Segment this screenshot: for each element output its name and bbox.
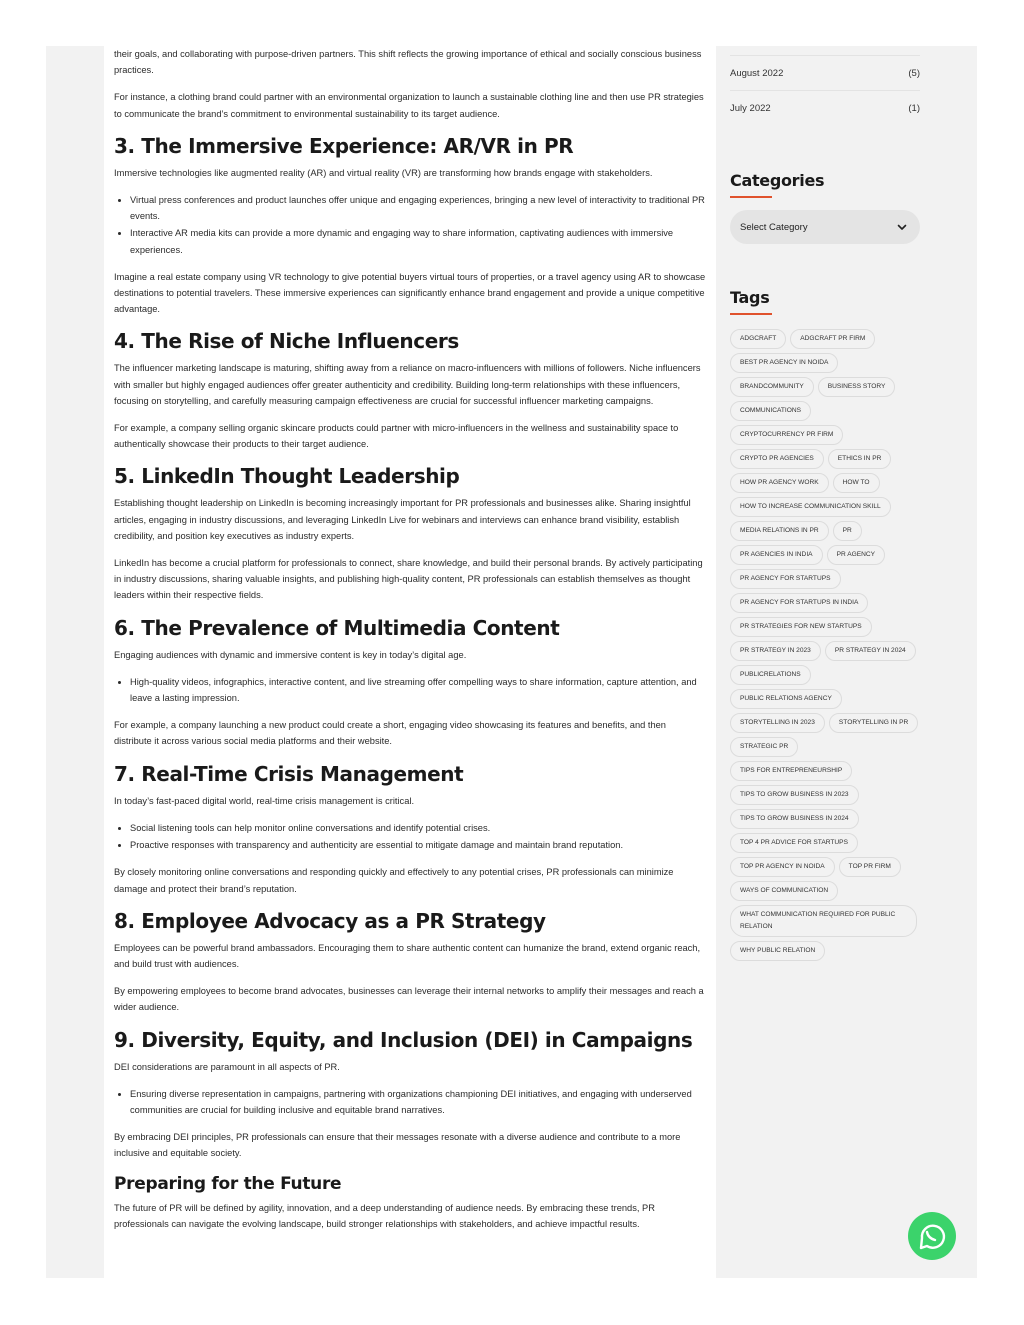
section-heading: 7. Real-Time Crisis Management — [114, 761, 464, 786]
tag-link[interactable]: ETHICS IN PR — [828, 449, 892, 469]
archive-count: (5) — [908, 67, 920, 79]
tag-link[interactable]: TOP 4 PR ADVICE FOR STARTUPS — [730, 833, 858, 853]
tag-link[interactable]: TOP PR FIRM — [839, 857, 901, 877]
tag-link[interactable]: PUBLIC RELATIONS AGENCY — [730, 689, 842, 709]
category-select-value: Select Category — [740, 221, 808, 233]
section-heading: 6. The Prevalence of Multimedia Content — [114, 615, 560, 640]
paragraph: their goals, and collaborating with purpose-driven partners. This shift reflects the growing importance of ethical and socially conscious business practices. — [114, 49, 702, 76]
paragraph: Engaging audiences with dynamic and immersive content is key in today’s digital age. — [114, 649, 467, 660]
tag-link[interactable]: ADGCRAFT — [730, 329, 786, 349]
bullet-list — [114, 1086, 706, 1118]
paragraph: DEI considerations are paramount in all aspects of PR. — [114, 1061, 340, 1072]
bullet-list — [114, 674, 706, 706]
paragraph: Employees can be powerful brand ambassadors. Encouraging them to share authentic content can humanize the brand, extend organic reach, and build trust with audiences. — [114, 942, 701, 969]
tag-link[interactable]: TIPS FOR ENTREPRENEURSHIP — [730, 761, 852, 781]
tag-link[interactable]: HOW TO — [833, 473, 880, 493]
tag-link[interactable]: BUSINESS STORY — [818, 377, 896, 397]
tag-link[interactable]: PR — [833, 521, 862, 541]
bullet-list — [114, 820, 706, 853]
section-heading: Preparing for the Future — [114, 1173, 342, 1194]
tag-link[interactable]: HOW TO INCREASE COMMUNICATION SKILL — [730, 497, 891, 517]
tag-link[interactable]: PUBLICRELATIONS — [730, 665, 811, 685]
tag-link[interactable]: TIPS TO GROW BUSINESS IN 2023 — [730, 785, 859, 805]
paragraph: For example, a company selling organic skincare products could partner with micro-influencers in the wellness and sustainability space to authentically showcase their products to their target audience. — [114, 423, 679, 450]
paragraph: In today’s fast-paced digital world, real-time crisis management is critical. — [114, 795, 415, 806]
tags-title: Tags — [730, 288, 770, 307]
tag-link[interactable]: MEDIA RELATIONS IN PR — [730, 521, 829, 541]
paragraph: For instance, a clothing brand could partner with an environmental organization to launch a sustainable clothing line and then use PR strategies to communicate the brand’s commitment to environmental sustainability to its target audience. — [114, 92, 704, 119]
categories-title: Categories — [730, 171, 825, 190]
archive-item[interactable] — [730, 90, 920, 125]
tag-link[interactable]: ADGCRAFT PR FIRM — [790, 329, 875, 349]
tag-link[interactable]: CRYPTO PR AGENCIES — [730, 449, 824, 469]
archive-label[interactable]: July 2022 — [730, 102, 771, 114]
section-heading: 8. Employee Advocacy as a PR Strategy — [114, 908, 546, 933]
paragraph: Imagine a real estate company using VR technology to give potential buyers virtual tours of properties, or a travel agency using AR to showcase destinations to potential travelers. These immersive experiences can significantly enhance brand engagement and provide a unique competitive advantage. — [114, 271, 706, 315]
section-heading: 9. Diversity, Equity, and Inclusion (DEI) in Campaigns — [114, 1027, 693, 1052]
bullet-list — [114, 192, 706, 258]
title-underline — [730, 196, 772, 198]
chevron-down-icon — [896, 221, 908, 233]
list-item: • Proactive responses with transparency and authenticity are essential to mitigate damage and maintain brand reputation. — [130, 837, 706, 853]
section-heading: 5. LinkedIn Thought Leadership — [114, 464, 460, 489]
paragraph: LinkedIn has become a crucial platform for professionals to connect, share knowledge, and build their personal brands. By actively participating in industry discussions, sharing valuable insights, and publishing high-quality content, PR professionals can establish themselves as thought leaders within their respective fields. — [114, 558, 703, 601]
paragraph: The future of PR will be defined by agility, innovation, and a deep understanding of audience needs. By embracing these trends, PR professionals can navigate the evolving landscape, build stronger relationships with stakeholders, and achieve impactful results. — [114, 1202, 655, 1229]
categories-widget — [730, 171, 920, 244]
section-heading: 4. The Rise of Niche Influencers — [114, 329, 459, 354]
archive-count: (1) — [908, 102, 920, 114]
archive-label[interactable]: August 2022 — [730, 67, 784, 79]
tag-link[interactable]: BRANDCOMMUNITY — [730, 377, 814, 397]
tag-link[interactable]: PR STRATEGY IN 2024 — [825, 641, 916, 661]
tag-link[interactable]: CRYPTOCURRENCY PR FIRM — [730, 425, 843, 445]
section-heading: 3. The Immersive Experience: AR/VR in PR — [114, 133, 574, 158]
tag-link[interactable]: TIPS TO GROW BUSINESS IN 2024 — [730, 809, 859, 829]
list-item: • Virtual press conferences and product launches offer unique and engaging experiences, bringing a new level of interactivity to traditional PR events. — [130, 192, 706, 224]
tag-link[interactable]: BEST PR AGENCY IN NOIDA — [730, 353, 838, 373]
paragraph: By empowering employees to become brand advocates, businesses can leverage their internal networks to amplify their messages and reach a wider audience. — [114, 986, 704, 1013]
paragraph: Establishing thought leadership on LinkedIn is becoming increasingly important for PR professionals and businesses alike. Sharing insightful articles, engaging in industry discussions, and leveraging LinkedIn Live for webinars and interviews can enhance brand visibility, establish credibility, and position key executives as industry experts. — [114, 498, 691, 541]
paragraph: For example, a company launching a new product could create a short, engaging video showcasing its features and benefits, and then distribute it across various social media platforms and their website. — [114, 720, 666, 747]
list-item: • Interactive AR media kits can provide a more dynamic and engaging way to share information, captivating audiences with immersive experiences. — [130, 225, 706, 257]
tag-link[interactable]: PR STRATEGY IN 2023 — [730, 641, 821, 661]
tag-link[interactable]: STORYTELLING IN PR — [829, 713, 918, 733]
tag-link[interactable]: WHY PUBLIC RELATION — [730, 941, 825, 961]
category-select[interactable] — [730, 210, 920, 244]
paragraph: The influencer marketing landscape is maturing, shifting away from a reliance on macro-influencers with millions of followers. Niche influencers with smaller but highly engaged audiences offer greater authenticity and credibility. Building long-term relationships with these influencers, focusing on storytelling, and carefully measuring campaign effectiveness are crucial for successful influencer marketing campaigns. — [114, 363, 701, 406]
tag-link[interactable]: HOW PR AGENCY WORK — [730, 473, 829, 493]
article-body — [104, 46, 716, 1232]
tag-link[interactable]: WAYS OF COMMUNICATION — [730, 881, 838, 901]
paragraph: Immersive technologies like augmented reality (AR) and virtual reality (VR) are transforming how brands engage with stakeholders. — [114, 167, 653, 178]
whatsapp-icon — [908, 1212, 956, 1260]
paragraph: By closely monitoring online conversations and responding quickly and effectively to any potential crises, PR professionals can minimize damage and protect their brand’s reputation. — [114, 867, 674, 894]
tag-link[interactable]: STRATEGIC PR — [730, 737, 798, 757]
sidebar — [730, 46, 920, 961]
whatsapp-chat-button[interactable] — [908, 1212, 956, 1260]
tag-link[interactable]: COMMUNICATIONS — [730, 401, 811, 421]
archive-item[interactable] — [730, 55, 920, 90]
tag-link[interactable]: PR AGENCY FOR STARTUPS IN INDIA — [730, 593, 868, 613]
tag-cloud — [730, 329, 920, 961]
list-item: • High-quality videos, infographics, interactive content, and live streaming offer compelling ways to share information, capture attention, and leave a lasting impression. — [130, 674, 706, 706]
tags-widget — [730, 288, 920, 961]
title-underline — [730, 313, 772, 315]
tag-link[interactable]: PR STRATEGIES FOR NEW STARTUPS — [730, 617, 872, 637]
article-column — [104, 46, 716, 1278]
tag-link[interactable]: WHAT COMMUNICATION REQUIRED FOR PUBLIC RELATION — [730, 905, 917, 937]
tag-link[interactable]: PR AGENCY — [827, 545, 885, 565]
list-item: • Ensuring diverse representation in campaigns, partnering with organizations championing DEI initiatives, and engaging with underserved communities are crucial for building inclusive and equitable brand narratives. — [130, 1086, 706, 1118]
tag-link[interactable]: PR AGENCY FOR STARTUPS — [730, 569, 841, 589]
tag-link[interactable]: STORYTELLING IN 2023 — [730, 713, 825, 733]
list-item: • Social listening tools can help monitor online conversations and identify potential crises. — [130, 820, 706, 836]
tag-link[interactable]: TOP PR AGENCY IN NOIDA — [730, 857, 835, 877]
tag-link[interactable]: PR AGENCIES IN INDIA — [730, 545, 823, 565]
paragraph: By embracing DEI principles, PR professionals can ensure that their messages resonate with a diverse audience and contribute to a more inclusive and equitable society. — [114, 1132, 681, 1159]
archive-list — [730, 55, 920, 125]
